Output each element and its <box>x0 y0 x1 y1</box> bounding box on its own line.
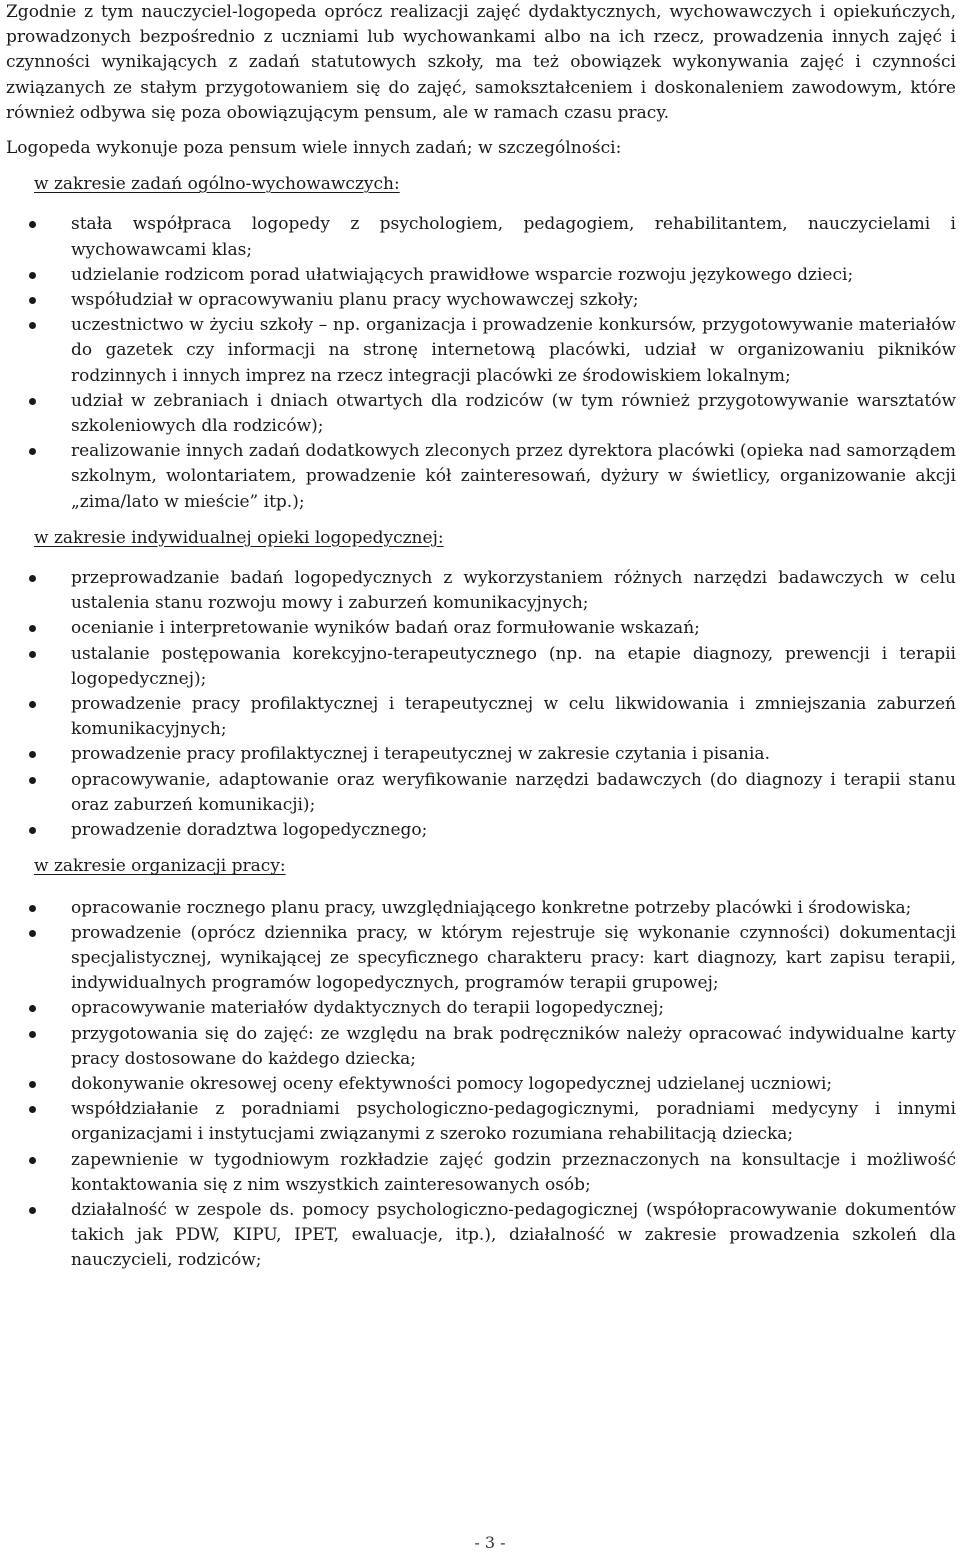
document-page <box>6 0 956 1274</box>
list-item: działalność w zespole ds. pomocy psychologiczno-pedagogicznej (współopracowywanie dokumentów takich jak PDW, KIPU, IPET, ewaluacje, itp.), działalność w zakresie prowadzenia szkoleń dla nauczycieli, rodziców; <box>6 1198 956 1274</box>
list-item: stała współpraca logopedy z psychologiem, pedagogiem, rehabilitantem, nauczycielami i wychowawcami klas; <box>6 212 956 262</box>
list-item: prowadzenie doradztwa logopedycznego; <box>6 818 956 843</box>
list-item: współudział w opracowywaniu planu pracy wychowawczej szkoły; <box>6 288 956 313</box>
section-heading-work-organization: w zakresie organizacji pracy: <box>34 856 286 877</box>
list-item: przeprowadzanie badań logopedycznych z wykorzystaniem różnych narzędzi badawczych w celu ustalenia stanu rozwoju mowy i zaburzeń komunikacyjnych; <box>6 566 956 616</box>
list-item: przygotowania się do zajęć: ze względu na brak podręczników należy opracować indywidualne karty pracy dostosowane do każdego dziecka; <box>6 1022 956 1072</box>
list-item: prowadzenie pracy profilaktycznej i terapeutycznej w zakresie czytania i pisania. <box>6 742 956 767</box>
list-item: opracowywanie, adaptowanie oraz weryfikowanie narzędzi badawczych (do diagnozy i terapii stanu oraz zaburzeń komunikacji); <box>6 768 956 818</box>
section-heading-individual-care: w zakresie indywidualnej opieki logopedycznej: <box>34 527 444 548</box>
list-item: dokonywanie okresowej oceny efektywności pomocy logopedycznej udzielanej uczniowi; <box>6 1072 956 1097</box>
list-item: prowadzenie (oprócz dziennika pracy, w którym rejestruje się wykonanie czynności) dokumentacji specjalistycznej, wynikającej ze specyficznego charakteru pracy: kart diagnozy, kart zapisu terapii, indywidualnych programów logopedycznych, programów terapii grupowej; <box>6 921 956 997</box>
list-item: ustalanie postępowania korekcyjno-terapeutycznego (np. na etapie diagnozy, prewencji i terapii logopedycznej); <box>6 642 956 692</box>
list-item: opracowywanie materiałów dydaktycznych do terapii logopedycznej; <box>6 996 956 1021</box>
list-item: ocenianie i interpretowanie wyników badań oraz formułowanie wskazań; <box>6 616 956 641</box>
intro-paragraph: Zgodnie z tym nauczyciel-logopeda oprócz realizacji zajęć dydaktycznych, wychowawczych i opiekuńczych, prowadzonych bezpośrednio z uczniami lub wychowankami albo na ich rzecz, prowadzenia innych zajęć i czynności wynikających z zadań statutowych szkoły, ma też obowiązek wykonywania zajęć i czynności związanych ze stałym przygotowaniem się do zajęć, samokształceniem i doskonaleniem zawodowym, które również odbywa się poza obowiązującym pensum, ale w ramach czasu pracy. <box>6 2 956 123</box>
lead-paragraph: Logopeda wykonuje poza pensum wiele innych zadań; w szczególności: <box>6 138 622 159</box>
list-item: współdziałanie z poradniami psychologiczno-pedagogicznymi, poradniami medycyny i innymi organizacjami i instytucjami związanymi z szeroko rozumiana rehabilitacją dziecka; <box>6 1097 956 1147</box>
page-number: - 3 - <box>474 1533 506 1552</box>
list-item: opracowanie rocznego planu pracy, uwzględniającego konkretne potrzeby placówki i środowiska; <box>6 896 956 921</box>
section-heading-general-educational: w zakresie zadań ogólno-wychowawczych: <box>34 174 400 195</box>
list-item: realizowanie innych zadań dodatkowych zleconych przez dyrektora placówki (opieka nad samorządem szkolnym, wolontariatem, prowadzenie kół zainteresowań, dyżury w świetlicy, organizowanie akcji „zima/lato w mieście” itp.); <box>6 439 956 515</box>
list-item: udzielanie rodzicom porad ułatwiających prawidłowe wsparcie rozwoju językowego dzieci; <box>6 263 956 288</box>
list-item: uczestnictwo w życiu szkoły – np. organizacja i prowadzenie konkursów, przygotowywanie materiałów do gazetek czy informacji na stronę internetową placówki, udział w organizowaniu pikników rodzinnych i innych imprez na rzecz integracji placówki ze środowiskiem lokalnym; <box>6 313 956 389</box>
section-list-individual-care <box>6 566 956 843</box>
section-list-work-organization <box>6 896 956 1274</box>
section-list-general-educational <box>6 212 956 514</box>
list-item: zapewnienie w tygodniowym rozkładzie zajęć godzin przeznaczonych na konsultacje i możliwość kontaktowania się z nim wszystkich zainteresowanych osób; <box>6 1148 956 1198</box>
list-item: udział w zebraniach i dniach otwartych dla rodziców (w tym również przygotowywanie warsztatów szkoleniowych dla rodziców); <box>6 389 956 439</box>
list-item: prowadzenie pracy profilaktycznej i terapeutycznej w celu likwidowania i zmniejszania zaburzeń komunikacyjnych; <box>6 692 956 742</box>
